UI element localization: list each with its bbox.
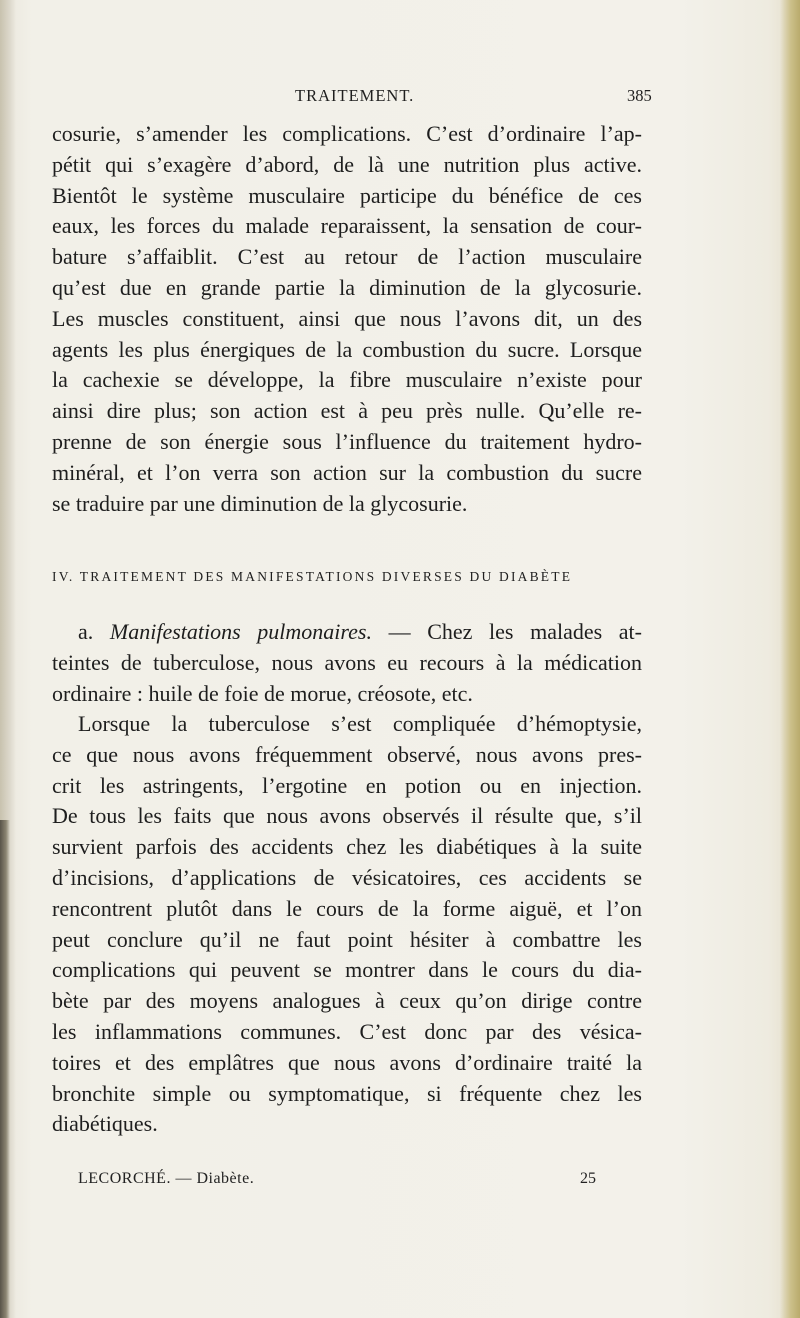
text-line: minéral, et l’on verra son action sur la combustion du sucre (52, 459, 642, 485)
section-heading: IV. TRAITEMENT DES MANIFESTATIONS DIVERSES DU DIABÈTE (52, 569, 573, 584)
text-line: teintes de tuberculose, nous avons eu recours à la médication (52, 649, 642, 675)
text-line: la cachexie se développe, la fibre musculaire n’existe pour (52, 367, 642, 393)
text-line: De tous les faits que nous avons observés il résulte que, s’il (52, 803, 642, 829)
sheet-number: 25 (580, 1170, 596, 1187)
text-line: ainsi dire plus; son action est à peu près nulle. Qu’elle re- (52, 398, 642, 424)
text-line: survient parfois des accidents chez les diabétiques à la suite (52, 834, 642, 860)
text-line: peut conclure qu’il ne faut point hésiter à combattre les (52, 926, 642, 952)
text-line: Les muscles constituent, ainsi que nous l’avons dit, un des (52, 305, 642, 331)
text-line: ce que nous avons fréquemment observé, nous avons pres- (52, 741, 642, 767)
text-line: eaux, les forces du malade reparaissent, la sensation de cour- (52, 213, 642, 239)
text-line: Lorsque la tuberculose s’est compliquée d’hémoptysie, (78, 711, 642, 736)
text-line: bronchite simple ou symptomatique, si fréquente chez les (52, 1080, 642, 1106)
paragraph-pulmonary (52, 617, 642, 709)
running-head (30, 86, 750, 110)
text-line: ordinaire : huile de foie de morue, créosote, etc. (52, 680, 473, 706)
text-line: bature s’affaiblit. C’est au retour de l’action musculaire (52, 244, 642, 270)
text-line: crit les astringents, l’ergotine en potion ou en injection. (52, 772, 642, 798)
text-line: prenne de son énergie sous l’influence du traitement hydro- (52, 428, 642, 454)
running-title: TRAITEMENT. (295, 86, 415, 105)
text-line: Bientôt le système musculaire participe du bénéfice de ces (52, 182, 642, 208)
page-footer (78, 1170, 638, 1192)
text-line: les inflammations communes. C’est donc par des vésica- (52, 1018, 642, 1044)
first-line-text: — Chez les malades at- (388, 619, 642, 644)
text-line: toires et des emplâtres que nous avons d’ordinaire traité la (52, 1049, 642, 1075)
text-line: bète par des moyens analogues à ceux qu’on dirige contre (52, 988, 642, 1014)
text-line: d’incisions, d’applications de vésicatoires, ces accidents se (52, 864, 642, 890)
first-line (52, 617, 642, 648)
paragraph-continuation (52, 119, 642, 519)
paragraph-hemoptysis (52, 709, 642, 1140)
text-line: rencontrent plutôt dans le cours de la forme aiguë, et l’on (52, 895, 642, 921)
text-line: pétit qui s’exagère d’abord, de là une nutrition plus active. (52, 151, 642, 177)
item-label: a. (78, 619, 94, 644)
text-line: agents les plus énergiques de la combustion du sucre. Lorsque (52, 336, 642, 362)
page-edge (780, 0, 800, 1318)
text-line: complications qui peuvent se montrer dans le cours du dia- (52, 957, 642, 983)
text-line: qu’est due en grande partie la diminution de la glycosurie. (52, 274, 642, 300)
signature-mark: LECORCHÉ. — Diabète. (78, 1170, 255, 1187)
text-line: cosurie, s’amender les complications. C’est d’ordinaire l’ap- (52, 121, 642, 146)
page-binding-dark-edge (0, 820, 10, 1318)
lead-in-title: Manifestations pulmonaires. (109, 619, 372, 644)
page-number: 385 (627, 86, 652, 105)
text-line: diabétiques. (52, 1111, 158, 1137)
text-line: se traduire par une diminution de la glycosurie. (52, 490, 468, 516)
